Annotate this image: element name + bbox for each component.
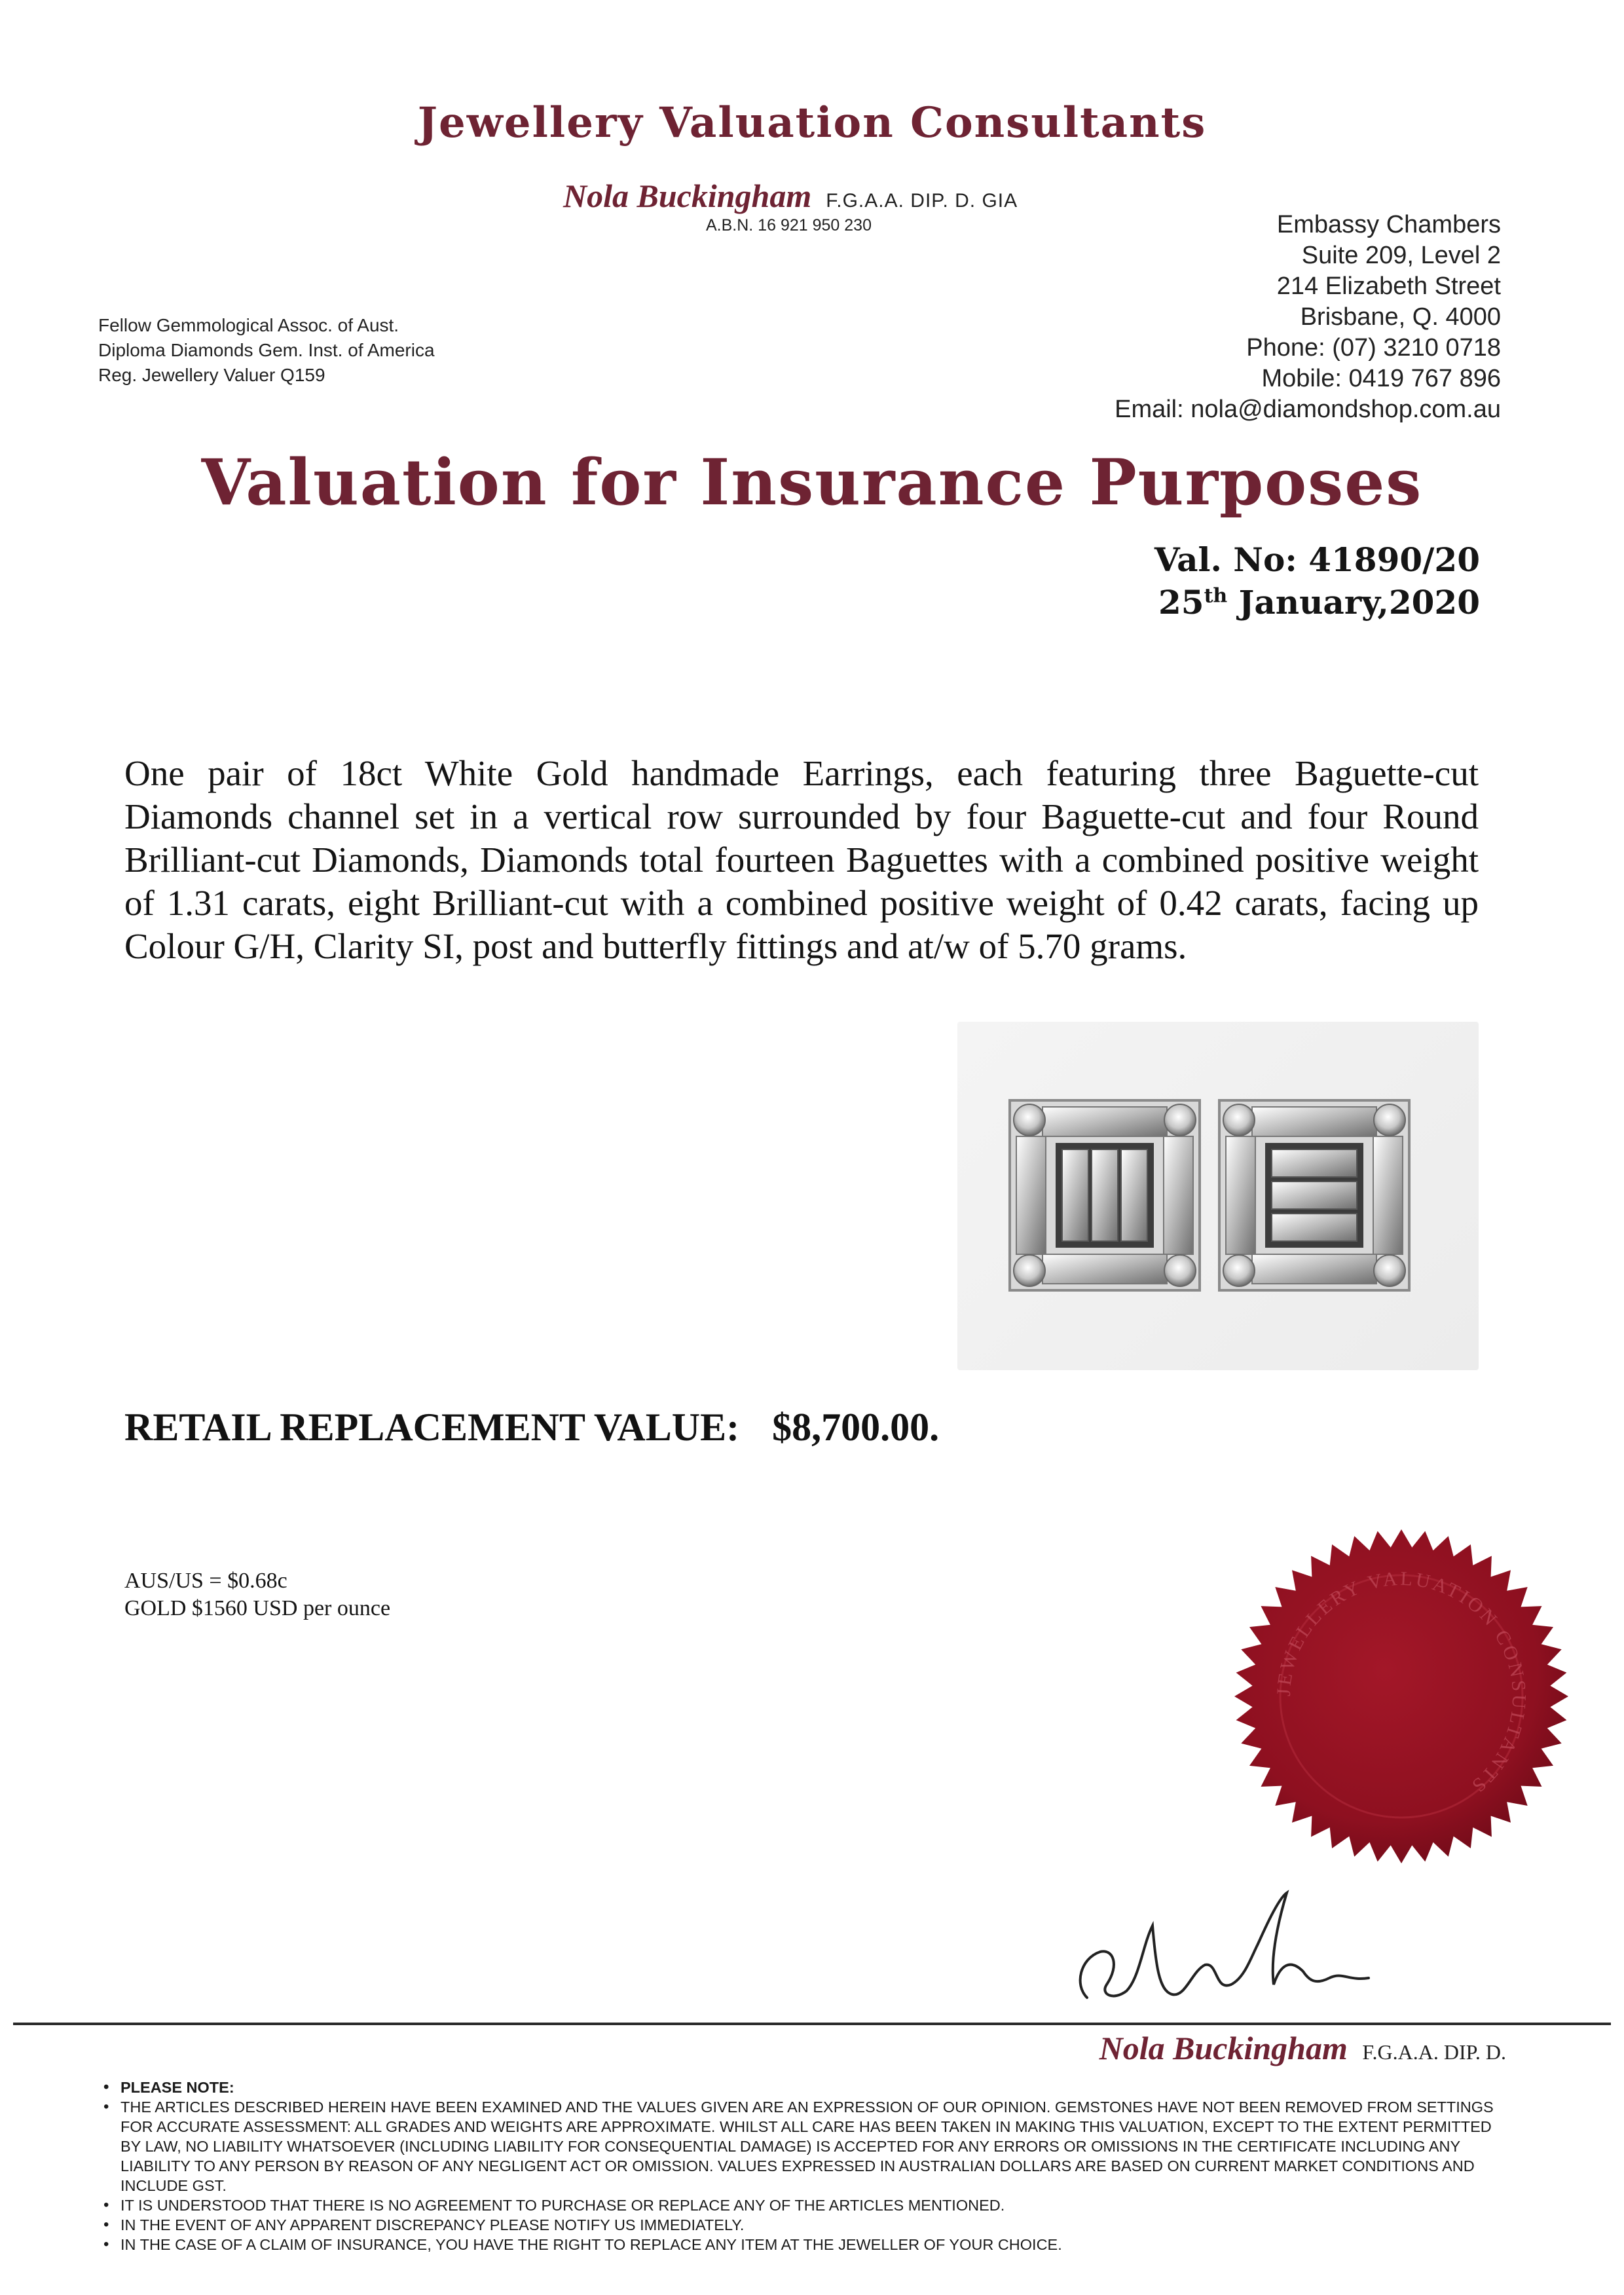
signoff: [1099, 2029, 1506, 2067]
exchange-rate: AUS/US = $0.68c: [124, 1569, 287, 1593]
left-earring: [1010, 1100, 1200, 1290]
mobile-line: Mobile: 0419 767 896: [1261, 365, 1501, 392]
gold-price: GOLD $1560 USD per ounce: [124, 1596, 391, 1620]
wax-seal: [1231, 1526, 1572, 1867]
qualification-line: Reg. Jewellery Valuer Q159: [98, 365, 325, 385]
abn-number: A.B.N. 16 921 950 230: [706, 216, 872, 234]
valuation-number: Val. No: 41890/20: [1154, 540, 1480, 579]
qualification-line: Fellow Gemmological Assoc. of Aust.: [98, 315, 399, 335]
valuation-date: [1158, 583, 1480, 622]
address-line: Brisbane, Q. 4000: [1300, 303, 1501, 331]
valuer-qualifications: F.G.A.A. DIP. D. GIA: [826, 190, 1018, 212]
valuer-name: Nola Buckingham: [563, 177, 812, 214]
signoff-name: Nola Buckingham: [1099, 2030, 1348, 2066]
note-item: • THE ARTICLES DESCRIBED HEREIN HAVE BEEN EXAMINED AND THE VALUES GIVEN ARE AN EXPRESSION OF OUR OPINION. GEMSTONES HAVE NOT BEEN REMOVED FROM SETTINGS FOR ACCURATE ASSESSMENT: ALL GRADES AND WEIGHTS ARE APPROXIMATE. WHILST ALL CARE HAS BEEN TAKEN IN MAKING THIS VALUATION, EXCEPT TO THE EXTENT PERMITTED BY LAW, NO LIABILITY WHATSOEVER (INCLUDING LIABILITY FOR CONSEQUENTIAL DAMAGE) IS ACCEPTED FOR ANY ERRORS OR OMISSIONS IN THE CERTIFICATE INCLUDING ANY LIABILITY TO ANY PERSON BY REASON OF ANY NEGLIGENT ACT OR OMISSION. VALUES EXPRESSED IN AUSTRALIAN DOLLARS ARE BASED ON CURRENT MARKET CONDITIONS AND INCLUDE GST.: [103, 2097, 1511, 2195]
item-description: One pair of 18ct White Gold handmade Earrings, each featuring three Baguette-cut Diamonds channel set in a vertical row surrounded by four Baguette-cut and four Round Brilliant-cut Diamonds, Diamonds total fourteen Baguettes with a combined positive weight of 1.31 carats, eight Brilliant-cut with a combined positive weight of 0.42 carats, facing up Colour G/H, Clarity SI, post and butterfly fittings and at/w of 5.70 grams.: [124, 753, 1479, 966]
earrings-photo: [957, 1022, 1479, 1370]
signature-rule: [13, 2023, 1611, 2025]
signature: [1061, 1886, 1401, 2017]
seal-text: JEWELLERY VALUATION CONSULTANTS: [1272, 1567, 1530, 1799]
email-line: Email: nola@diamondshop.com.au: [1115, 396, 1501, 423]
note-item: • IT IS UNDERSTOOD THAT THERE IS NO AGREEMENT TO PURCHASE OR REPLACE ANY OF THE ARTICLES MENTIONED.: [103, 2195, 1511, 2215]
address-block: [1115, 210, 1501, 425]
right-earring: [1219, 1100, 1409, 1290]
address-line: 214 Elizabeth Street: [1276, 272, 1501, 300]
address-line: Embassy Chambers: [1276, 211, 1501, 238]
firm-name: Jewellery Valuation Consultants: [417, 98, 1207, 147]
retail-replacement-value: [124, 1405, 939, 1450]
retail-amount: $8,700.00.: [772, 1406, 940, 1449]
qualification-line: Diploma Diamonds Gem. Inst. of America: [98, 340, 435, 360]
address-line: Suite 209, Level 2: [1301, 242, 1501, 269]
note-item: • IN THE EVENT OF ANY APPARENT DISCREPANCY PLEASE NOTIFY US IMMEDIATELY.: [103, 2215, 1511, 2235]
phone-line: Phone: (07) 3210 0718: [1246, 334, 1501, 362]
document-title: Valuation for Insurance Purposes: [201, 445, 1423, 519]
rates-block: [124, 1567, 390, 1622]
signoff-qualifications: F.G.A.A. DIP. D.: [1362, 2040, 1506, 2064]
retail-label: RETAIL REPLACEMENT VALUE:: [124, 1406, 740, 1449]
date-day: 25: [1158, 583, 1204, 622]
qualifications-block: [98, 313, 435, 388]
note-item: • IN THE CASE OF A CLAIM OF INSURANCE, YOU HAVE THE RIGHT TO REPLACE ANY ITEM AT THE JEWELLER OF YOUR CHOICE.: [103, 2235, 1511, 2254]
date-suffix: th: [1204, 584, 1228, 608]
date-rest: January,2020: [1227, 583, 1480, 622]
valuer-header: [563, 177, 1018, 215]
note-heading: • PLEASE NOTE:: [103, 2078, 1511, 2097]
notes-block: [103, 2078, 1511, 2254]
